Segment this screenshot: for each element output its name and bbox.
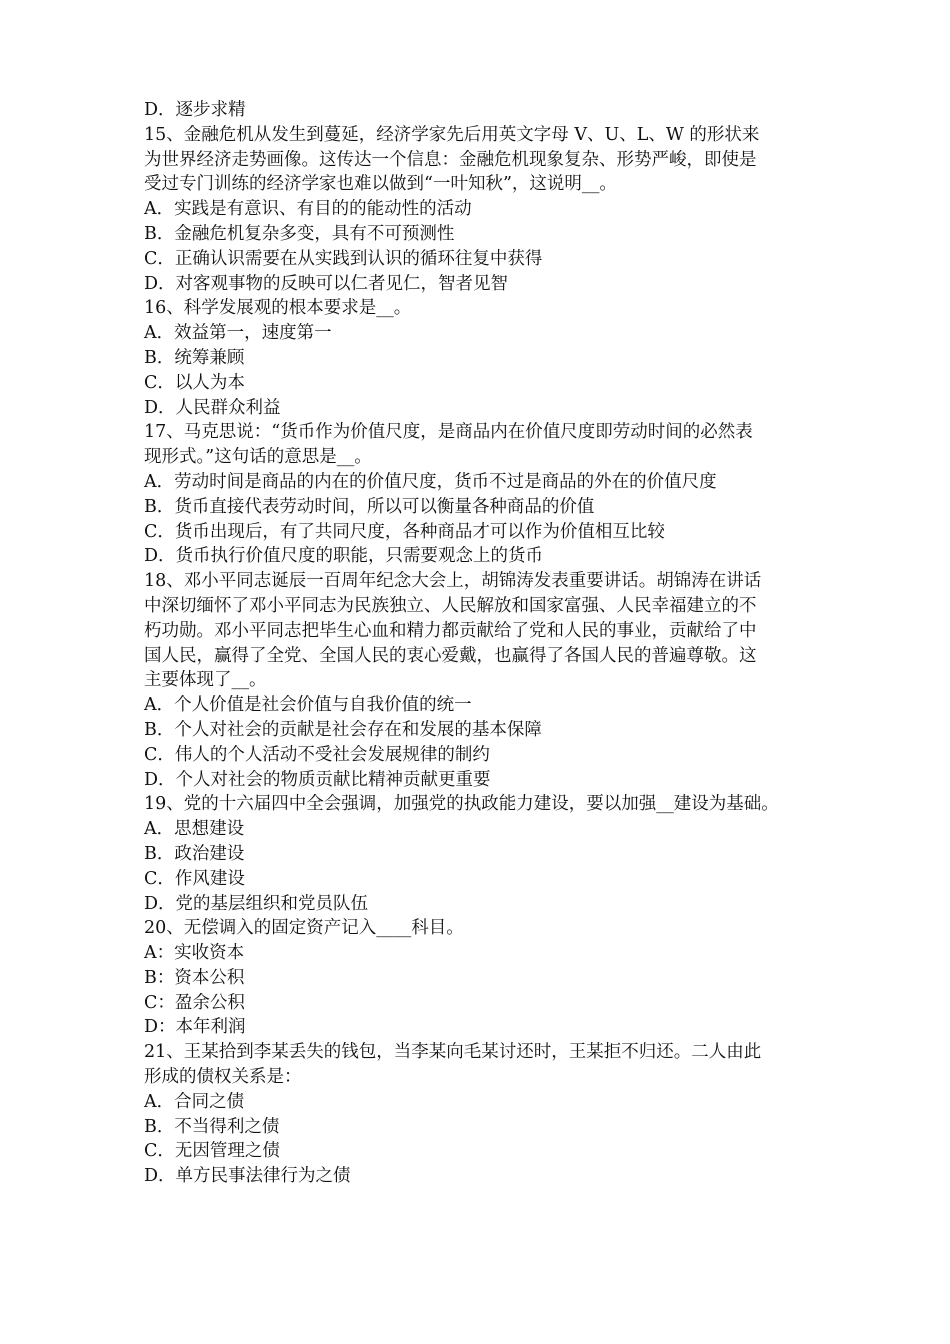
option-d: D：本年利润	[144, 1017, 246, 1038]
option-a: A．劳动时间是商品的内在的价值尺度，货币不过是商品的外在的价值尺度	[144, 471, 717, 492]
question-16-stem: 16、科学发展观的根本要求是__。	[144, 298, 412, 319]
text-line: D．逐步求精	[144, 100, 246, 120]
text-line: 形成的债权关系是：	[144, 1067, 302, 1088]
option-c: C．货币出现后，有了共同尺度，各种商品才可以作为价值相互比较	[144, 521, 665, 542]
option-b: B．统筹兼顾	[144, 347, 245, 368]
text-line: 朽功勋。邓小平同志把毕生心血和精力都贡献给了党和人民的事业，贡献给了中	[144, 620, 757, 641]
question-15-stem: 15、金融危机从发生到蔓延，经济学家先后用英文字母 V、U、L、W 的形状来	[144, 124, 760, 145]
option-b: B：资本公积	[144, 967, 245, 988]
option-d: D．人民群众利益	[144, 397, 281, 418]
text-line: 受过专门训练的经济学家也难以做到“一叶知秋”，这说明__。	[144, 174, 617, 195]
text-line: 为世界经济走势画像。这传达一个信息：金融危机现象复杂、形势严峻，即使是	[144, 149, 757, 170]
option-a: A．效益第一，速度第一	[144, 323, 332, 344]
option-c: C．作风建设	[144, 868, 245, 889]
option-a: A．实践是有意识、有目的的能动性的活动	[144, 199, 472, 220]
option-a: A：实收资本	[144, 943, 245, 964]
option-a: A．合同之债	[144, 1091, 245, 1112]
option-d: D．货币执行价值尺度的职能，只需要观念上的货币	[144, 546, 544, 567]
option-a: A．思想建设	[144, 819, 245, 840]
document-body	[144, 98, 820, 1189]
question-17-stem: 17、马克思说：“货币作为价值尺度，是商品内在价值尺度即劳动时间的必然表	[144, 422, 753, 443]
option-b: B．金融危机复杂多变，具有不可预测性	[144, 223, 455, 244]
question-21-stem: 21、王某拾到李某丢失的钱包，当李某向毛某讨还时，王某拒不归还。二人由此	[144, 1042, 762, 1063]
option-d: D．单方民事法律行为之债	[144, 1166, 351, 1187]
text-line: 中深切缅怀了邓小平同志为民族独立、人民解放和国家富强、人民幸福建立的不	[144, 595, 757, 616]
option-d: D．党的基层组织和党员队伍	[144, 893, 369, 914]
option-b: B．不当得利之债	[144, 1116, 280, 1137]
option-c: C．伟人的个人活动不受社会发展规律的制约	[144, 744, 490, 765]
option-c: C：盈余公积	[144, 992, 245, 1013]
question-20-stem: 20、无偿调入的固定资产记入____科目。	[144, 918, 464, 939]
question-18-stem: 18、邓小平同志诞辰一百周年纪念大会上，胡锦涛发表重要讲话。胡锦涛在讲话	[144, 571, 762, 592]
option-a: A．个人价值是社会价值与自我价值的统一	[144, 695, 472, 716]
option-c: C．正确认识需要在从实践到认识的循环往复中获得	[144, 248, 543, 269]
question-19-stem: 19、党的十六届四中全会强调，加强党的执政能力建设，要以加强__建设为基础。	[144, 794, 779, 815]
option-b: B．政治建设	[144, 843, 245, 864]
text-line: 国人民，赢得了全党、全国人民的衷心爱戴，也赢得了各国人民的普遍尊敬。这	[144, 645, 757, 666]
option-c: C．以人为本	[144, 372, 245, 393]
option-d: D．个人对社会的物质贡献比精神贡献更重要	[144, 769, 491, 790]
text-line: 现形式。”这句话的意思是__。	[144, 447, 372, 468]
option-d: D．对客观事物的反映可以仁者见仁，智者见智	[144, 273, 509, 294]
option-b: B．个人对社会的贡献是社会存在和发展的基本保障	[144, 719, 542, 740]
option-c: C．无因管理之债	[144, 1141, 280, 1162]
text-line: 主要体现了__。	[144, 670, 267, 691]
option-b: B．货币直接代表劳动时间，所以可以衡量各种商品的价值	[144, 496, 595, 517]
